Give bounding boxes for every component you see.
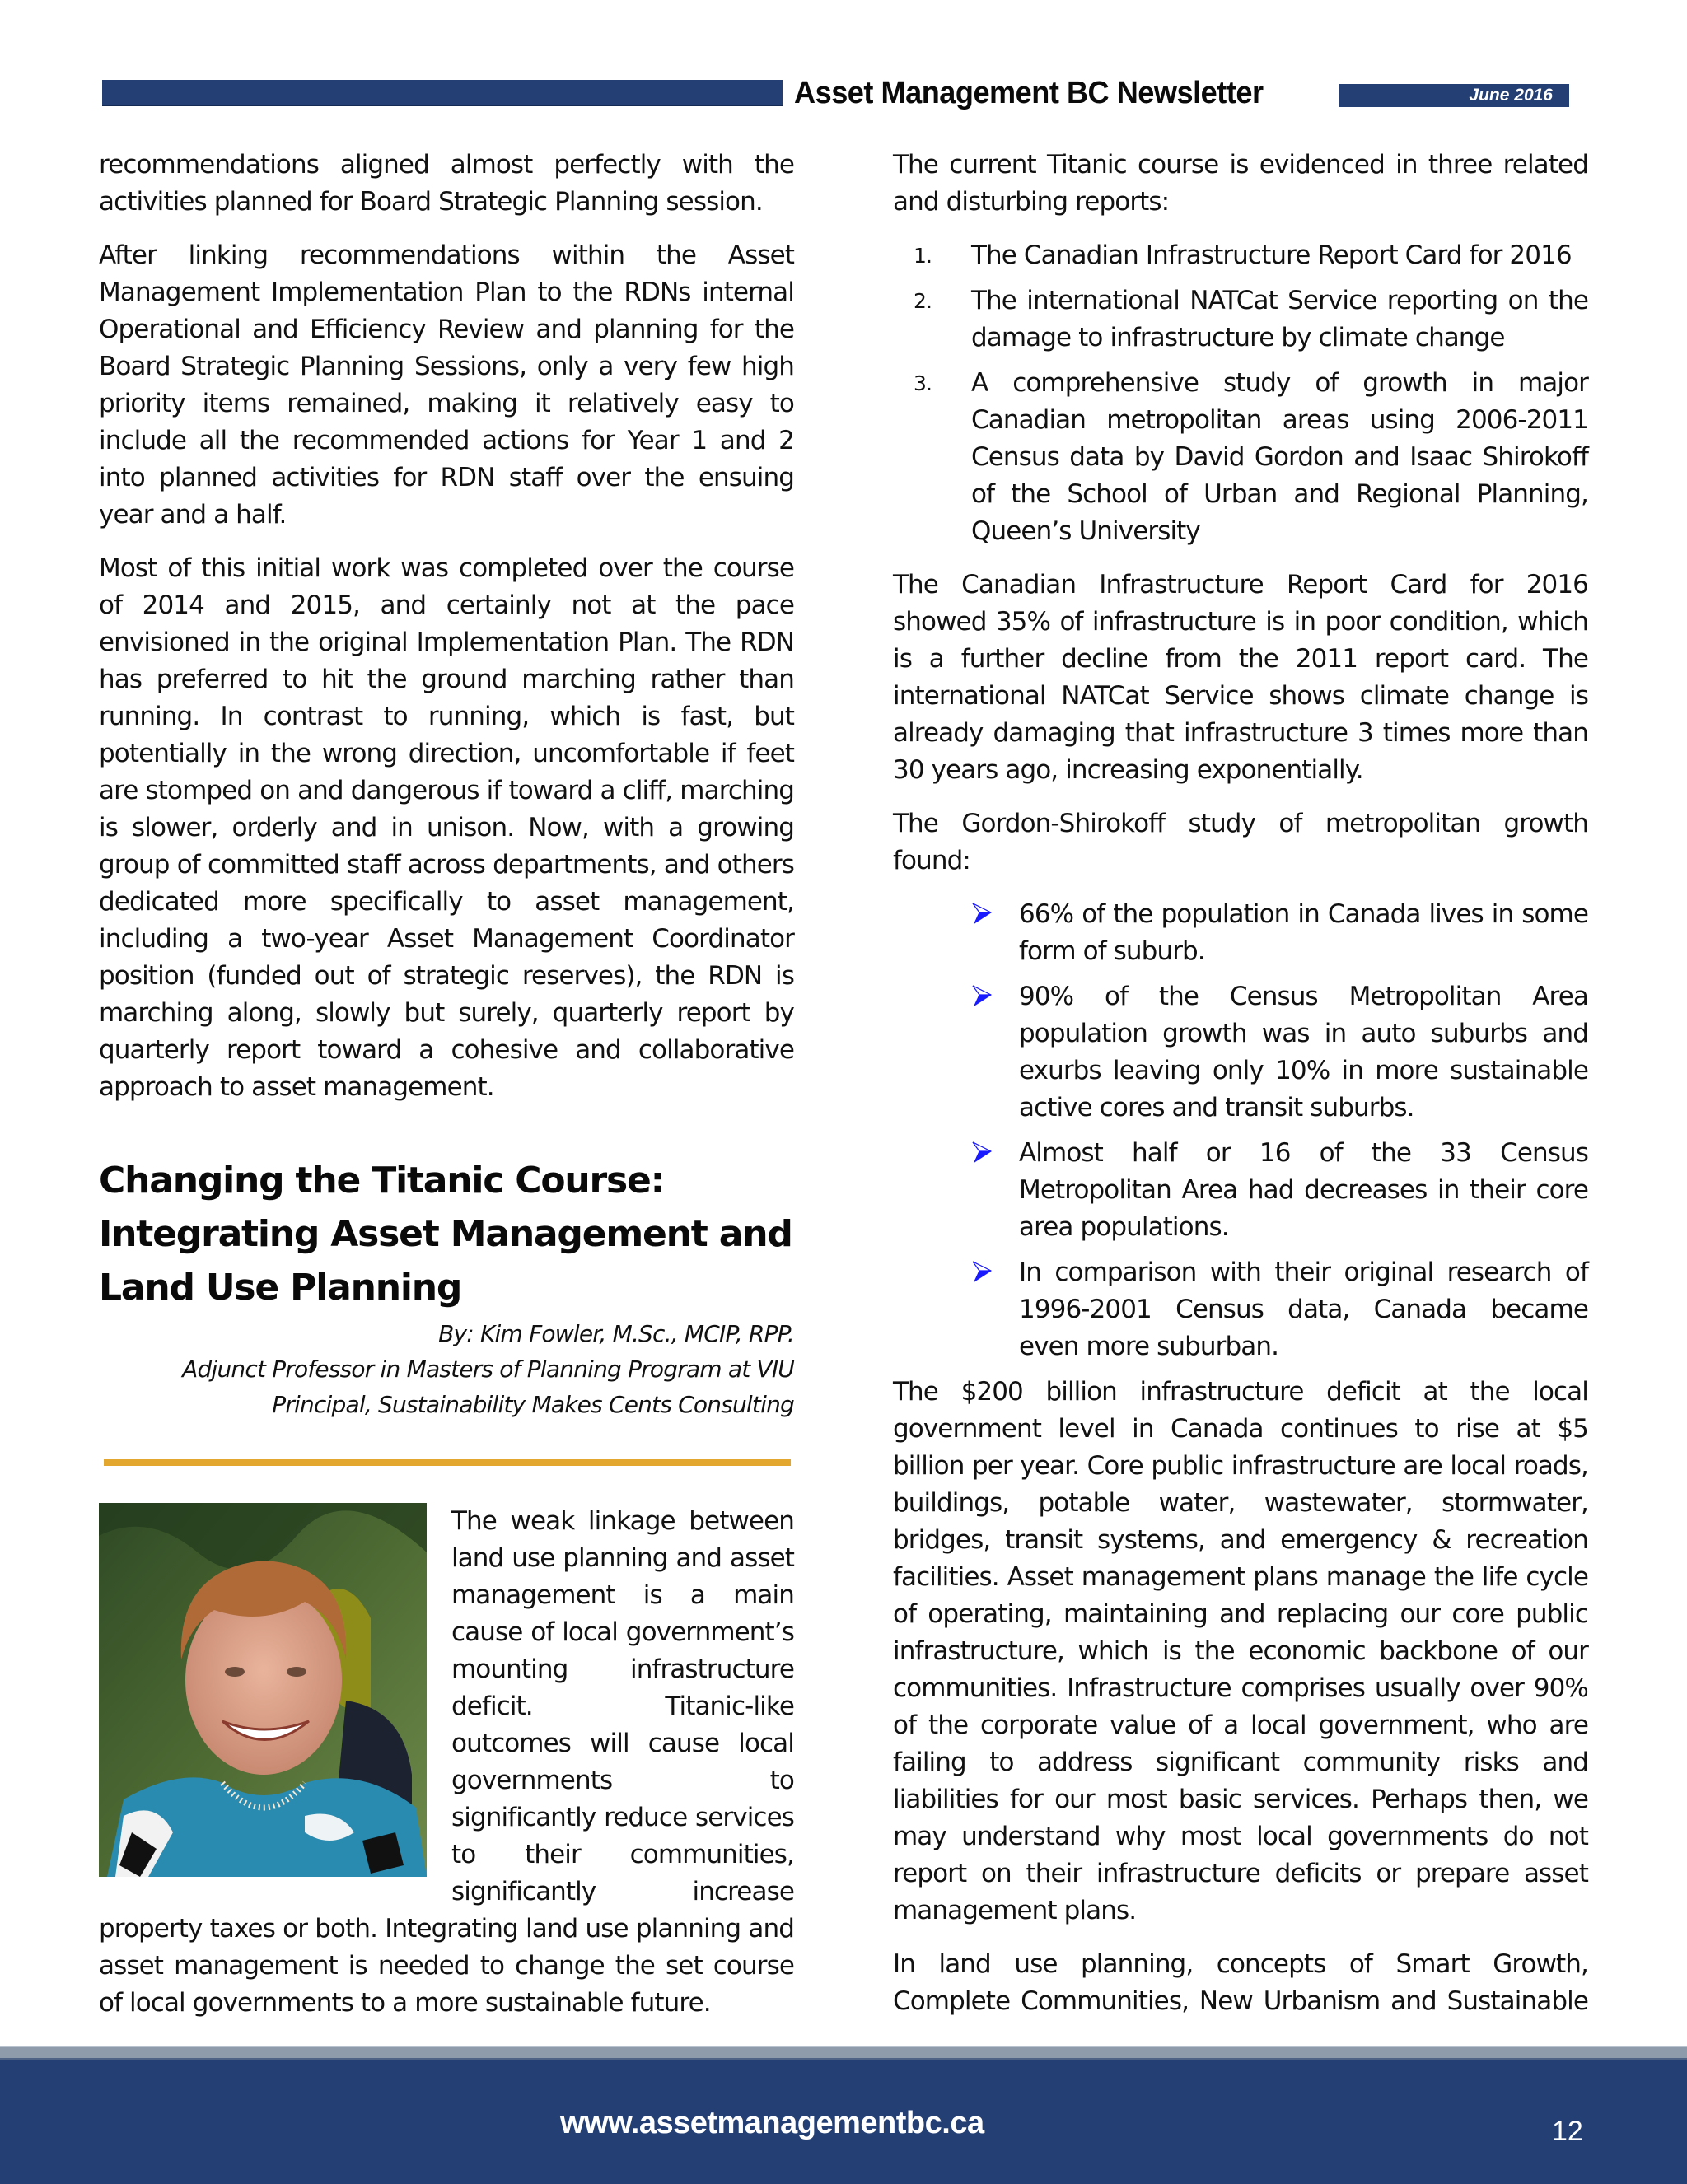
- paragraph: The Gordon-Shirokoff study of metropolitan growth found:: [893, 809, 1588, 875]
- right-column: [893, 147, 1588, 2037]
- list-item: [893, 365, 1588, 550]
- website-link[interactable]: www.assetmanagementbc.ca: [560, 2106, 984, 2140]
- list-number: 1.: [914, 244, 932, 268]
- list-item: [893, 1254, 1588, 1365]
- byline-company: Principal, Sustainability Makes Cents Consulting: [272, 1391, 794, 1418]
- list-item-text: A comprehensive study of growth in major Canadian metropolitan areas using 2006-2011 Census data by David Gordon and Isaac Shirokoff of the School of Urban and Regional Planning, Queen’s University: [971, 368, 1588, 546]
- paragraph: The $200 billion infrastructure deficit at the local government level in Canada continues to rise at $5 billion per year. Core public infrastructure are local roads, buildings, potable water, wastewater, stormwater, bridges, transit systems, and emergency & recreation facilities. Asset management plans manage the life cycle of operating, maintaining and replacing our core public infrastructure, which is the economic backbone of our communities. Infrastructure comprises usually over 90% of the corporate value of a local government, who are failing to address significant community risks and liabilities for our most basic services. Perhaps then, we may understand why most local governments do not report on their infrastructure deficits or prepare asset management plans.: [893, 1377, 1588, 1925]
- list-item: [893, 237, 1588, 274]
- left-column: [99, 147, 794, 2022]
- reports-list: [893, 237, 1588, 550]
- list-item: [893, 1135, 1588, 1246]
- footer: [0, 2058, 1687, 2184]
- section-divider: [104, 1459, 791, 1466]
- list-item-text: 90% of the Census Metropolitan Area population growth was in auto suburbs and exurbs leaving only 10% in more sustainable active cores and transit suburbs.: [1019, 982, 1588, 1122]
- arrow-bullet-icon: [972, 985, 992, 1006]
- issue-date: June 2016: [1469, 86, 1553, 105]
- list-item-text: In comparison with their original research of 1996-2001 Census data, Canada became even more suburban.: [1019, 1258, 1588, 1361]
- arrow-bullet-icon: [972, 903, 992, 924]
- header-date-bar: [1339, 84, 1569, 107]
- list-item: [893, 978, 1588, 1127]
- header-bar-left: [102, 80, 783, 106]
- list-item-text: The Canadian Infrastructure Report Card for 2016: [971, 240, 1572, 270]
- paragraph: recommendations aligned almost perfectly with the activities planned for Board Strategic Planning session.: [99, 150, 794, 217]
- paragraph: Most of this initial work was completed over the course of 2014 and 2015, and certainly not at the pace envisioned in the original Implementation Plan. The RDN has preferred to hit the ground marching rather than running. In contrast to running, which is fast, but potentially in the wrong direction, uncomfortable if feet are stomped on and dangerous if toward a cliff, marching is slower, orderly and in unison. Now, with a growing group of committed staff across departments, and others dedicated more specifically to asset management, including a two-year Asset Management Coordinator position (funded out of strategic reserves), the RDN is marching along, slowly but surely, quarterly report by quarterly report toward a cohesive and collaborative approach to asset management.: [99, 553, 794, 1102]
- list-number: 2.: [914, 289, 932, 313]
- article-intro: [99, 1503, 794, 2022]
- paragraph: The current Titanic course is evidenced in three related and disturbing reports:: [893, 150, 1588, 217]
- article-title: Changing the Titanic Course: Integrating Asset Management and Land Use Planning: [99, 1160, 792, 1309]
- byline-author: By: Kim Fowler, M.Sc., MCIP, RPP.: [438, 1320, 794, 1347]
- byline: [99, 1316, 794, 1422]
- list-item-text: 66% of the population in Canada lives in some form of suburb.: [1019, 899, 1588, 966]
- list-item-text: Almost half or 16 of the 33 Census Metropolitan Area had decreases in their core area populations.: [1019, 1138, 1588, 1242]
- list-item: [893, 282, 1588, 357]
- newsletter-title: Asset Management BC Newsletter: [794, 76, 1264, 110]
- arrow-bullet-icon: [972, 1141, 992, 1163]
- list-item: [893, 896, 1588, 970]
- paragraph: In land use planning, concepts of Smart Growth, Complete Communities, New Urbanism and Sustainable: [893, 1949, 1588, 2016]
- author-photo: [99, 1503, 427, 1877]
- paragraph: The Canadian Infrastructure Report Card for 2016 showed 35% of infrastructure is in poor condition, which is a further decline from the 2011 report card. The international NATCat Service shows climate change is already damaging that infrastructure 3 times more than 30 years ago, increasing exponentially.: [893, 570, 1588, 785]
- list-item-text: The international NATCat Service reporting on the damage to infrastructure by climate change: [971, 286, 1588, 352]
- findings-list: [893, 896, 1588, 1365]
- page-number: 12: [1552, 2116, 1583, 2147]
- intro-paragraph: The weak linkage between land use planning and asset management is a main cause of local government’s mounting infrastructure deficit. Titanic-like outcomes will cause local governments to significantly reduce services to their communities, significantly increase property taxes or both. Integrating land use planning and asset management is needed to change the set course of local governments to a more sustainable future.: [99, 1506, 794, 2018]
- list-number: 3.: [914, 371, 932, 395]
- paragraph: After linking recommendations within the Asset Management Implementation Plan to the RDNs internal Operational and Efficiency Review and planning for the Board Strategic Planning Sessions, only a very few high priority items remained, making it relatively easy to include all the recommended actions for Year 1 and 2 into planned activities for RDN staff over the ensuing year and a half.: [99, 240, 794, 530]
- arrow-bullet-icon: [972, 1261, 992, 1282]
- author-portrait-image: [99, 1503, 427, 1877]
- byline-role: Adjunct Professor in Masters of Planning Program at VIU: [182, 1356, 794, 1383]
- footer-divider: [0, 2046, 1687, 2059]
